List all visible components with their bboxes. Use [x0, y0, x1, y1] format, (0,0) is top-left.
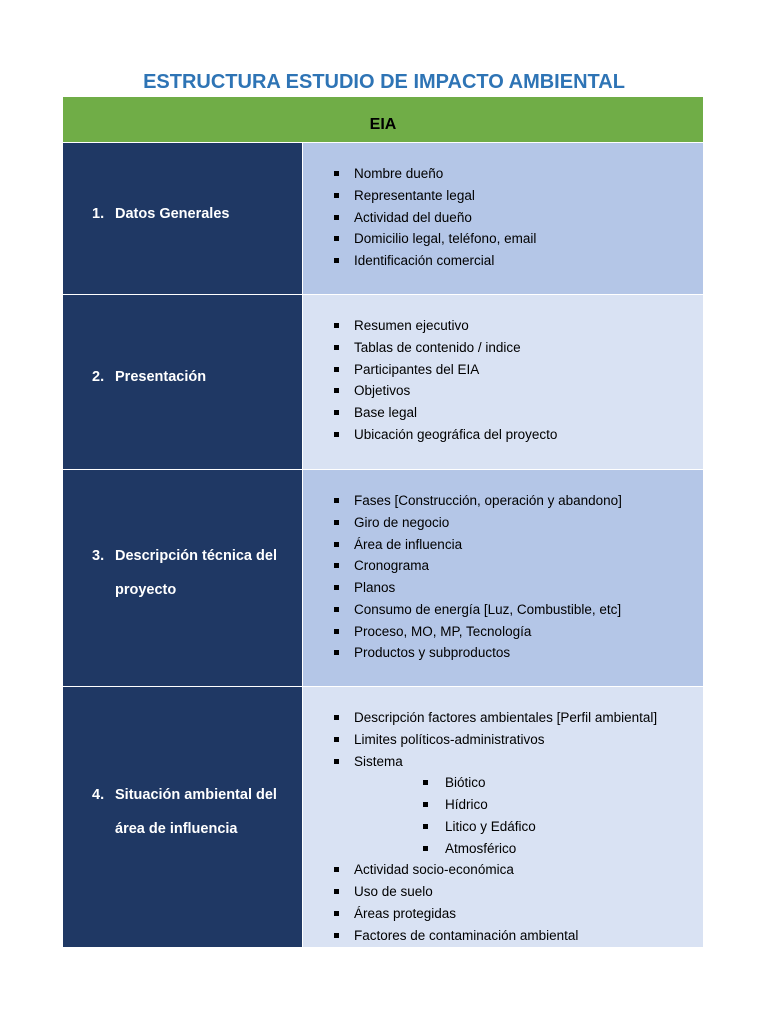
square-bullet-icon: [334, 215, 339, 220]
bullet-list: [303, 707, 703, 946]
list-item: [354, 315, 703, 337]
list-item-text: Participantes del EIA: [354, 361, 480, 377]
list-item: [354, 250, 703, 272]
list-item-text: Nombre dueño: [354, 166, 444, 181]
section-row-2: [63, 294, 703, 469]
list-item: [354, 599, 703, 621]
list-item-text: Sistema: [354, 753, 403, 769]
square-bullet-icon: [334, 498, 339, 503]
square-bullet-icon: [334, 367, 339, 372]
section-label-cell: [63, 687, 302, 947]
section-title: Situación ambiental del área de influencia: [115, 787, 277, 837]
page-title: ESTRUCTURA ESTUDIO DE IMPACTO AMBIENTAL: [143, 71, 625, 93]
list-item: [354, 621, 703, 643]
section-row-3: [63, 469, 703, 686]
list-item: [354, 490, 703, 512]
list-item: [354, 642, 703, 664]
bullet-list: [303, 490, 703, 664]
square-bullet-icon: [423, 824, 428, 829]
list-item-text: Uso de suelo: [354, 884, 433, 899]
list-item-text: Giro de negocio: [354, 514, 450, 530]
sub-list-item-text: Hídrico: [445, 797, 488, 812]
list-item: [354, 207, 703, 229]
sub-list-item-text: Biótico: [445, 775, 486, 791]
list-item-text: Resumen ejecutivo: [354, 318, 469, 333]
list-item: [354, 707, 703, 729]
section-content-cell: [302, 687, 703, 947]
list-item: [354, 512, 703, 534]
list-item-text: Objetivos: [354, 383, 411, 399]
section-label-cell: [63, 143, 302, 294]
sub-list-item: [445, 838, 703, 860]
square-bullet-icon: [334, 388, 339, 393]
sub-list-item-text: Litico y Edáfico: [445, 818, 536, 834]
square-bullet-icon: [334, 933, 339, 938]
table-header: EIA: [63, 97, 703, 142]
list-item: [354, 380, 703, 402]
list-item-text: Cronograma: [354, 558, 430, 574]
section-number: 3.: [92, 548, 105, 564]
list-item-text: Representante legal: [354, 187, 475, 203]
list-item-text: Limites políticos-administrativos: [354, 731, 545, 747]
sub-list-item: [445, 794, 703, 816]
list-item: [354, 228, 703, 250]
square-bullet-icon: [334, 258, 339, 263]
square-bullet-icon: [334, 542, 339, 547]
square-bullet-icon: [423, 846, 428, 851]
section-content-cell: [302, 295, 703, 469]
list-item: [354, 534, 703, 556]
section-heading: [92, 360, 295, 394]
square-bullet-icon: [334, 432, 339, 437]
section-number: 1.: [92, 205, 105, 222]
square-bullet-icon: [334, 193, 339, 198]
square-bullet-icon: [423, 802, 428, 807]
square-bullet-icon: [334, 650, 339, 655]
list-item-text: Factores de contaminación ambiental: [354, 927, 579, 943]
list-item-text: Fases [Construcción, operación y abandono]: [354, 493, 622, 508]
list-item-text: Tablas de contenido / indice: [354, 339, 521, 355]
square-bullet-icon: [334, 737, 339, 742]
section-heading: [92, 778, 295, 846]
list-item-with-subitems: [354, 751, 703, 860]
section-label-cell: [63, 470, 302, 686]
square-bullet-icon: [334, 911, 339, 916]
square-bullet-icon: [334, 715, 339, 720]
list-item: [354, 402, 703, 424]
bullet-list: [303, 315, 703, 446]
square-bullet-icon: [423, 780, 428, 785]
list-item-text: Productos y subproductos: [354, 645, 511, 661]
square-bullet-icon: [334, 607, 339, 612]
list-item: [354, 859, 703, 881]
square-bullet-icon: [334, 889, 339, 894]
square-bullet-icon: [334, 563, 339, 568]
square-bullet-icon: [334, 236, 339, 241]
list-item-text: Proceso, MO, MP, Tecnología: [354, 623, 532, 639]
square-bullet-icon: [334, 585, 339, 590]
square-bullet-icon: [334, 171, 339, 176]
section-label-cell: [63, 295, 302, 469]
sub-list-item: [445, 816, 703, 838]
list-item-text: Identificación comercial: [354, 253, 495, 268]
square-bullet-icon: [334, 759, 339, 764]
square-bullet-icon: [334, 520, 339, 525]
list-item: [354, 729, 703, 751]
section-row-4: [63, 686, 703, 947]
list-item: [354, 424, 703, 446]
list-item: [354, 881, 703, 903]
square-bullet-icon: [334, 867, 339, 872]
list-item-text: Domicilio legal, teléfono, email: [354, 231, 537, 247]
section-heading: [92, 539, 295, 607]
square-bullet-icon: [334, 410, 339, 415]
section-heading: [92, 197, 295, 231]
list-item-text: Consumo de energía [Luz, Combustible, etc]: [354, 601, 622, 617]
list-item: [354, 359, 703, 381]
list-item-text: Descripción factores ambientales [Perfil ambiental]: [354, 710, 658, 725]
list-item-text: Área de influencia: [354, 536, 463, 552]
list-item: [354, 925, 703, 947]
section-number: 4.: [92, 787, 105, 803]
section-row-1: [63, 142, 703, 294]
list-item: [354, 903, 703, 925]
section-title: Datos Generales: [115, 205, 230, 222]
list-item: [354, 163, 703, 185]
section-content-cell: [302, 143, 703, 294]
list-item-text: Base legal: [354, 405, 418, 420]
sub-list-item-text: Atmosférico: [445, 840, 517, 856]
list-item-text: Actividad del dueño: [354, 209, 472, 225]
list-item-text: Actividad socio-económica: [354, 862, 514, 878]
list-item: [354, 185, 703, 207]
sub-bullet-list: [354, 772, 703, 859]
list-item-text: Ubicación geográfica del proyecto: [354, 426, 558, 442]
section-content-cell: [302, 470, 703, 686]
list-item-text: Planos: [354, 580, 396, 595]
section-title: Presentación: [115, 369, 207, 385]
list-item: [354, 577, 703, 599]
list-item: [354, 555, 703, 577]
list-item: [354, 337, 703, 359]
square-bullet-icon: [334, 345, 339, 350]
section-title: Descripción técnica del proyecto: [115, 548, 277, 598]
sub-list-item: [445, 772, 703, 794]
bullet-list: [303, 163, 703, 272]
list-item-text: Áreas protegidas: [354, 905, 457, 921]
square-bullet-icon: [334, 323, 339, 328]
section-number: 2.: [92, 369, 105, 385]
eia-structure-table: [63, 97, 703, 947]
square-bullet-icon: [334, 629, 339, 634]
